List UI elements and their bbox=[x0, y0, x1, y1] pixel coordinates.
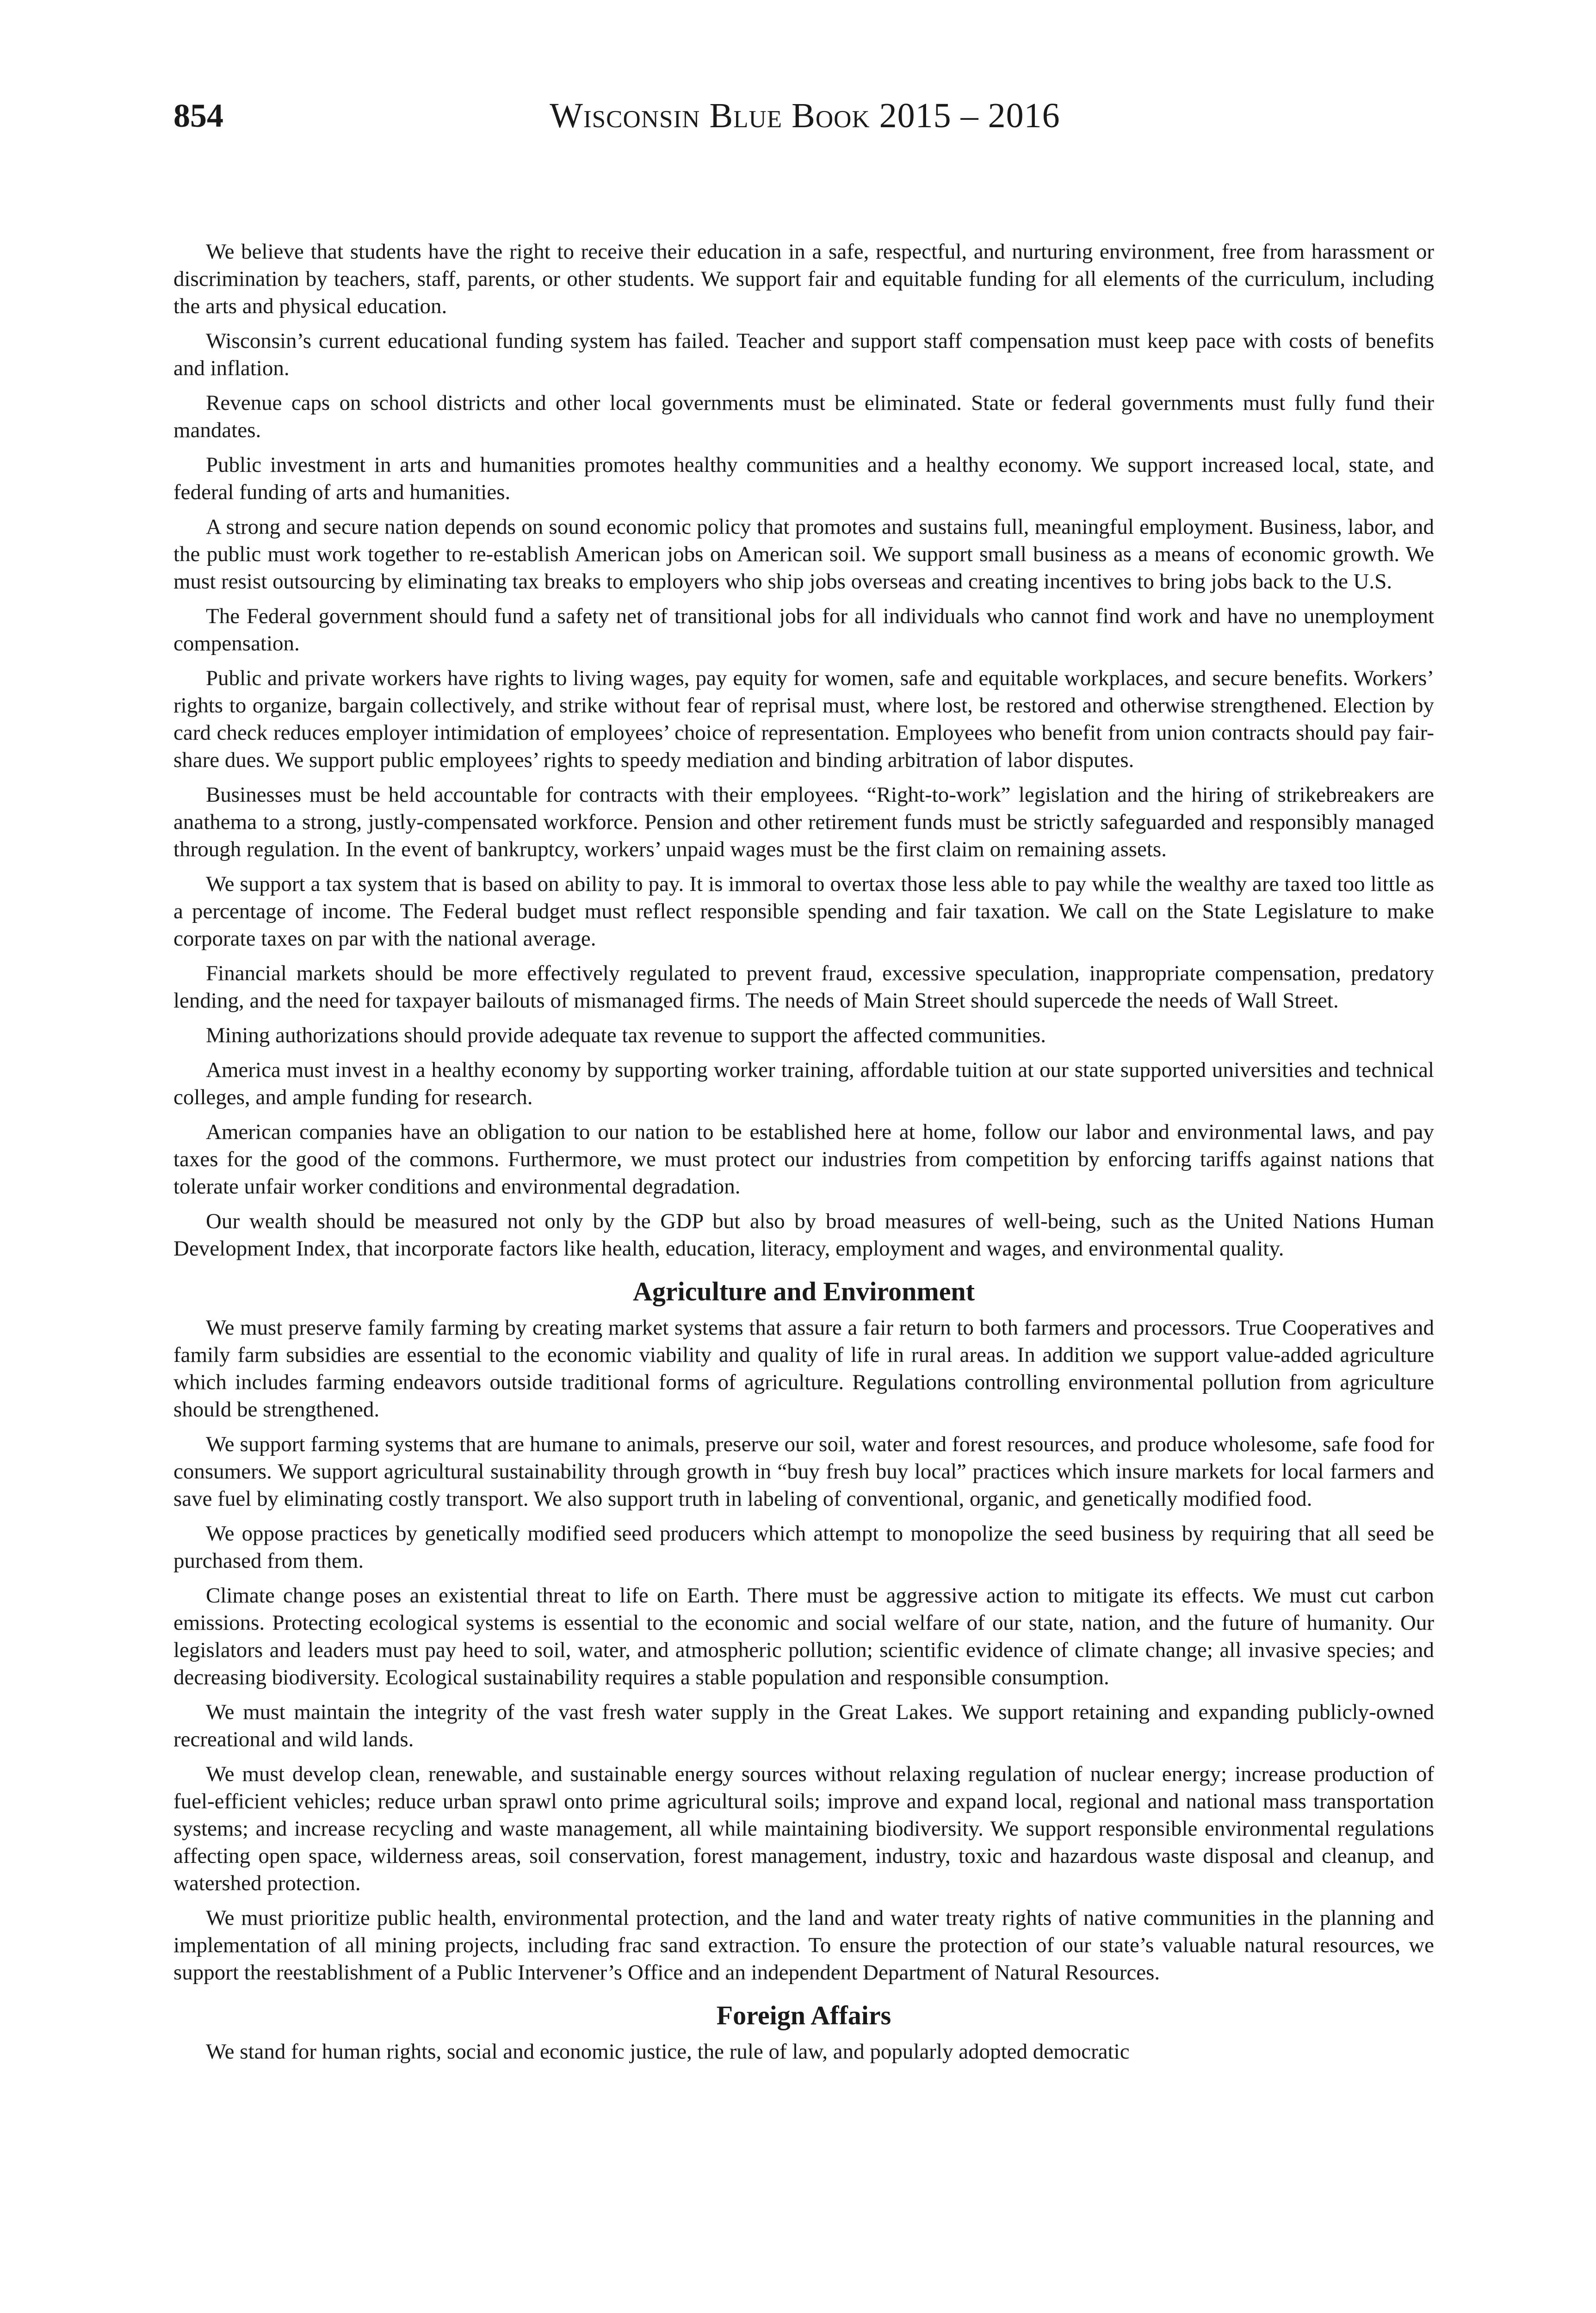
section-heading-agriculture-environment: Agriculture and Environment bbox=[632, 1276, 975, 1306]
paragraph: We support farming systems that are humane to animals, preserve our soil, water and forest resources, and produce wholesome, safe food for consumers. We support agricultural sustainability through growth in “buy fresh buy local” practices which insure markets for local farmers and save fuel by eliminating costly transport. We also support truth in labeling of conventional, organic, and genetically modified food. bbox=[173, 1432, 1434, 1511]
paragraph: Our wealth should be measured not only by the GDP but also by broad measures of well-being, such as the United Nations Human Development Index, that incorporate factors like health, education, literacy, employment and wages, and environmental quality. bbox=[173, 1209, 1434, 1261]
page-header bbox=[173, 95, 1436, 141]
paragraph: American companies have an obligation to our nation to be established here at home, follow our labor and environmental laws, and pay taxes for the good of the commons. Furthermore, we must protect our industries from competition by enforcing tariffs against nations that tolerate unfair worker conditions and environmental degradation. bbox=[173, 1120, 1434, 1199]
paragraph: Wisconsin’s current educational funding system has failed. Teacher and support staff compensation must keep pace with costs of benefits and inflation. bbox=[173, 329, 1434, 380]
body-text bbox=[173, 238, 1434, 2073]
paragraph: We stand for human rights, social and economic justice, the rule of law, and popularly adopted democratic bbox=[206, 2040, 1130, 2064]
paragraph: A strong and secure nation depends on sound economic policy that promotes and sustains full, meaningful employment. Business, labor, and the public must work together to re-establish American jobs on American soil. We support small business as a means of economic growth. We must resist outsourcing by eliminating tax breaks to employers who ship jobs overseas and creating incentives to bring jobs back to the U.S. bbox=[173, 515, 1434, 594]
paragraph: Public investment in arts and humanities promotes healthy communities and a healthy economy. We support increased local, state, and federal funding of arts and humanities. bbox=[173, 453, 1434, 504]
paragraph: We must develop clean, renewable, and sustainable energy sources without relaxing regulation of nuclear energy; increase production of fuel-efficient vehicles; reduce urban sprawl onto prime agricultural soils; improve and expand local, regional and national mass transportation systems; and increase recycling and waste management, all while maintaining biodiversity. We support responsible environmental regulations affecting open space, wilderness areas, soil conservation, forest management, industry, toxic and hazardous waste disposal and cleanup, and watershed protection. bbox=[173, 1762, 1434, 1895]
paragraph: The Federal government should fund a safety net of transitional jobs for all individuals who cannot find work and have no unemployment compensation. bbox=[173, 604, 1434, 656]
paragraph: We must maintain the integrity of the vast fresh water supply in the Great Lakes. We support retaining and expanding publicly-owned recreational and wild lands. bbox=[173, 1700, 1434, 1751]
paragraph: We believe that students have the right to receive their education in a safe, respectful, and nurturing environment, free from harassment or discrimination by teachers, staff, parents, or other students. We support fair and equitable funding for all elements of the curriculum, including the arts and physical education. bbox=[173, 240, 1434, 318]
paragraph: Mining authorizations should provide adequate tax revenue to support the affected communities. bbox=[206, 1023, 1046, 1047]
paragraph: We must preserve family farming by creating market systems that assure a fair return to both farmers and processors. True Cooperatives and family farm subsidies are essential to the economic viability and quality of life in rural areas. In addition we support value-added agriculture which includes farming endeavors outside traditional forms of agriculture. Regulations controlling environmental pollution from agriculture should be strengthened. bbox=[173, 1316, 1434, 1422]
paragraph: We must prioritize public health, environmental protection, and the land and water treaty rights of native communities in the planning and implementation of all mining projects, including frac sand extraction. To ensure the protection of our state’s valuable natural resources, we support the reestablishment of a Public Intervener’s Office and an independent Department of Natural Resources. bbox=[173, 1906, 1434, 1985]
paragraph: Businesses must be held accountable for contracts with their employees. “Right-to-work” legislation and the hiring of strikebreakers are anathema to a strong, justly-compensated workforce. Pension and other retirement funds must be strictly safeguarded and responsibly managed through regulation. In the event of bankruptcy, workers’ unpaid wages must be the first claim on remaining assets. bbox=[173, 783, 1434, 861]
paragraph: Financial markets should be more effectively regulated to prevent fraud, excessive speculation, inappropriate compensation, predatory lending, and the need for taxpayer bailouts of mismanaged firms. The needs of Main Street should supercede the needs of Wall Street. bbox=[173, 961, 1434, 1013]
page-number: 854 bbox=[173, 97, 223, 134]
paragraph: Revenue caps on school districts and other local governments must be eliminated. State or federal governments must fully fund their mandates. bbox=[173, 391, 1434, 442]
paragraph: We support a tax system that is based on ability to pay. It is immoral to overtax those less able to pay while the wealthy are taxed too little as a percentage of income. The Federal budget must reflect responsible spending and fair taxation. We call on the State Legislature to make corporate taxes on par with the national average. bbox=[173, 872, 1434, 951]
running-title: Wisconsin Blue Book 2015 – 2016 bbox=[550, 96, 1060, 135]
section-heading-foreign-affairs: Foreign Affairs bbox=[716, 2000, 891, 2030]
paragraph: Public and private workers have rights to living wages, pay equity for women, safe and equitable workplaces, and secure benefits. Workers’ rights to organize, bargain collectively, and strike without fear of reprisal must, where lost, be restored and otherwise strengthened. Election by card check reduces employer intimidation of employees’ choice of representation. Employees who benefit from union contracts should pay fair-share dues. We support public employees’ rights to speedy mediation and binding arbitration of labor disputes. bbox=[173, 666, 1434, 772]
paragraph: America must invest in a healthy economy by supporting worker training, affordable tuition at our state supported universities and technical colleges, and ample funding for research. bbox=[173, 1058, 1434, 1109]
paragraph: We oppose practices by genetically modified seed producers which attempt to monopolize the seed business by requiring that all seed be purchased from them. bbox=[173, 1521, 1434, 1573]
paragraph: Climate change poses an existential threat to life on Earth. There must be aggressive action to mitigate its effects. We must cut carbon emissions. Protecting ecological systems is essential to the economic and social welfare of our state, nation, and the future of humanity. Our legislators and leaders must pay heed to soil, water, and atmospheric pollution; scientific evidence of climate change; all invasive species; and decreasing biodiversity. Ecological sustainability requires a stable population and responsible consumption. bbox=[173, 1583, 1434, 1689]
